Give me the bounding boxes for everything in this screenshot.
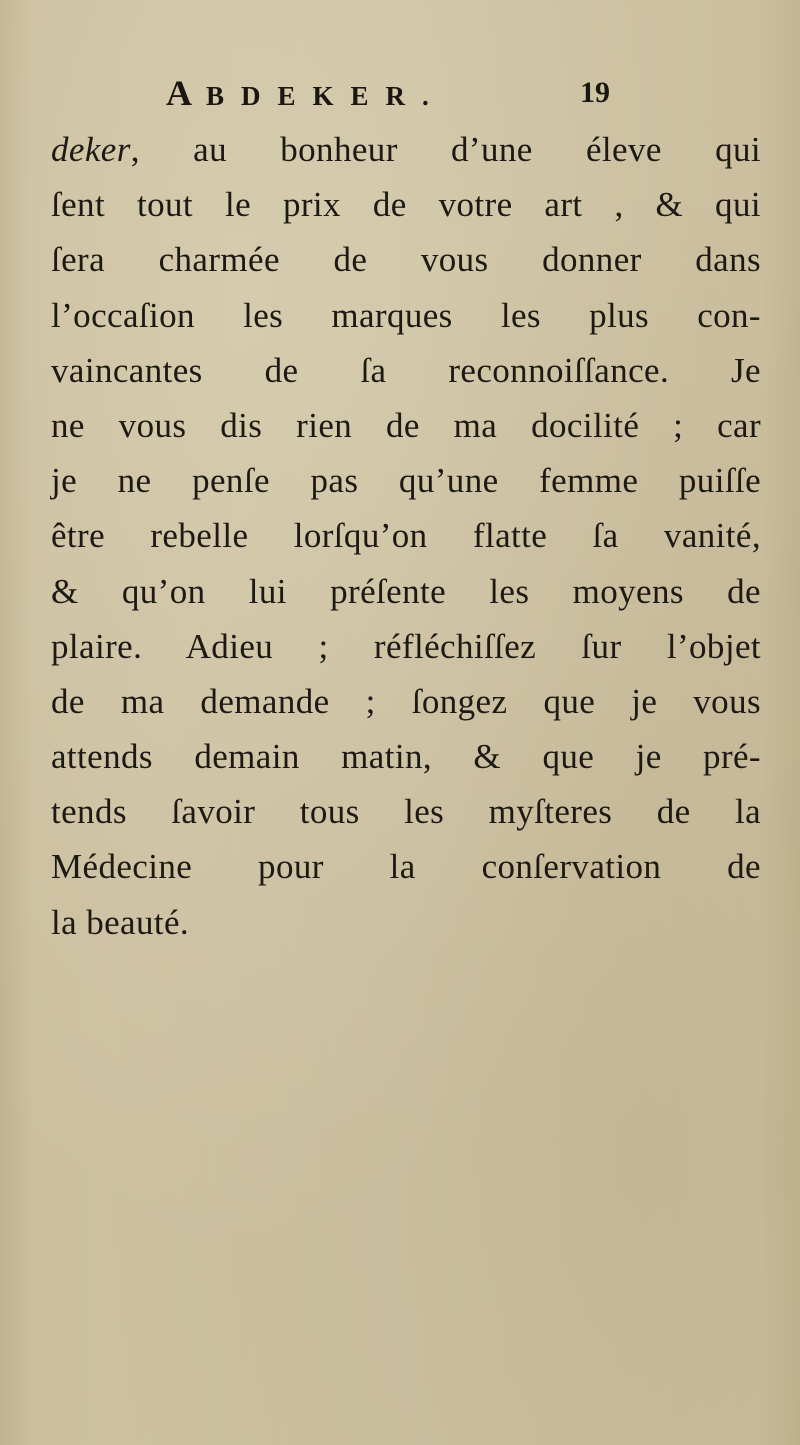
- text-line-content: , au bonheur d’une éleve qui: [130, 130, 761, 169]
- running-head: [166, 72, 446, 114]
- text-line: [51, 122, 761, 177]
- text-line: tends ſavoir tous les myſteres de la: [51, 792, 761, 832]
- text-line: ne vous dis rien de ma docilité ; car: [51, 405, 761, 445]
- page-header: [0, 68, 800, 118]
- text-line: attends demain matin, & que je pré-: [51, 737, 761, 777]
- text-line: vaincantes de ſa reconnoiſſance. Je: [51, 350, 761, 390]
- text-line: l’occaſion les marques les plus con-: [51, 295, 761, 335]
- text-line: & qu’on lui préſente les moyens de: [51, 571, 761, 611]
- page-number: 19: [580, 76, 610, 109]
- italic-word: deker: [51, 130, 131, 169]
- text-line: être rebelle lorſqu’on flatte ſa vanité,: [51, 516, 761, 556]
- running-head-initial: A: [166, 73, 206, 113]
- text-line: ſent tout le prix de votre art , & qui: [51, 185, 761, 225]
- text-line: ſera charmée de vous donner dans: [51, 240, 761, 280]
- text-line: plaire. Adieu ; réfléchiſſez ſur l’objet: [51, 626, 761, 666]
- text-line: Médecine pour la conſervation de: [51, 847, 761, 887]
- text-line: de ma demande ; ſongez que je vous: [51, 681, 761, 721]
- body-text: [51, 122, 761, 950]
- running-head-rest: BDEKER.: [206, 81, 446, 111]
- text-line-final: la beauté.: [51, 902, 190, 942]
- text-line: je ne penſe pas qu’une femme puiſſe: [51, 461, 761, 501]
